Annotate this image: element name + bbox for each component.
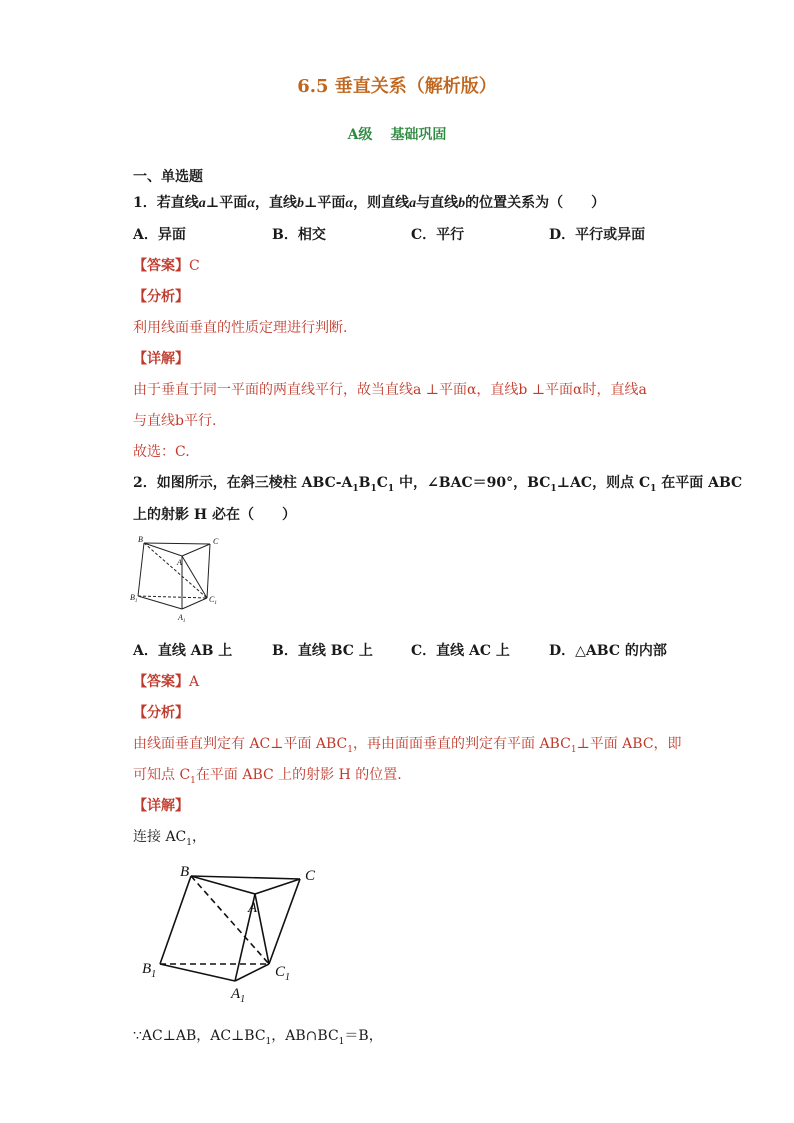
q1-option-c: C．平行: [411, 227, 465, 243]
prism-figure-large: [138, 856, 328, 1006]
svg-text:B1: $B_1$: [130, 593, 138, 604]
q2-option-a: A．直线 AB 上: [133, 643, 233, 659]
q1-detail-line2: 与直线b平行.: [133, 413, 217, 429]
q1-choose: 故选：C.: [133, 444, 190, 460]
level-heading: [0, 124, 794, 144]
q2-analysis-line1: 由线面垂直判定有 AC⊥平面 $ABC_1$，再由面面垂直的判定有平面 $ABC_1\perp$平面 ABC，即: [133, 736, 682, 755]
q2-answer: 【答案】A: [133, 674, 200, 690]
q1-option-d: D．平行或异面: [549, 227, 646, 243]
q2-proof-line: ∵AC⊥AB，$AC\perp BC_1$，$AB\cap BC_1=B$，: [133, 1028, 383, 1047]
document-title: 6.5 垂直关系（解析版）: [297, 76, 497, 97]
q2-stem-line2: 上的射影 H 必在（ ）: [133, 507, 296, 523]
section-heading: 一、单选题: [133, 169, 203, 185]
svg-text:A1: $A_1$: [178, 613, 186, 624]
svg-text:B1: $B_1$: [142, 961, 157, 980]
q1-analysis-text: 利用线面垂直的性质定理进行判断.: [133, 320, 348, 336]
svg-text:A: A: [248, 900, 258, 916]
svg-text:C1: $C_1$: [209, 595, 217, 606]
q1-option-b: B．相交: [272, 227, 326, 243]
svg-text:C1: $C_1$: [275, 964, 291, 983]
q2-option-c: C．直线 AC 上: [411, 643, 510, 659]
q1-analysis-label: 【分析】: [133, 289, 189, 305]
svg-text:B: B: [138, 535, 143, 544]
q2-connect: 连接 $AC_1$，: [133, 829, 207, 848]
prism-figure-small: [130, 532, 230, 628]
q2-option-d: D．△ABC 的内部: [549, 643, 667, 659]
q1-stem: 1．若直线a⊥平面α，直线b⊥平面α，则直线a与直线b的位置关系为（ ）: [133, 195, 606, 211]
svg-text:B: B: [180, 864, 190, 880]
q1-detail-line1: 由于垂直于同一平面的两直线平行，故当直线a ⊥平面α，直线b ⊥平面α时，直线a: [133, 382, 647, 398]
q1-option-a: A．异面: [133, 227, 186, 243]
q2-analysis-line2: 可知点 $C_1$在平面 ABC 上的射影 H 的位置.: [133, 767, 402, 786]
q2-analysis-label: 【分析】: [133, 705, 189, 721]
q2-option-b: B．直线 BC 上: [272, 643, 373, 659]
svg-text:A: A: [177, 558, 182, 567]
level-grade: A级: [347, 127, 373, 143]
svg-text:A1: $A_1$: [231, 986, 246, 1005]
q2-detail-label: 【详解】: [133, 798, 189, 814]
q1-answer: 【答案】C: [133, 258, 200, 274]
q1-detail-label: 【详解】: [133, 351, 189, 367]
level-name: 基础巩固: [390, 127, 447, 143]
svg-text:C: C: [213, 537, 219, 546]
q2-stem-line1: 2．如图所示，在斜三棱柱 ABC-$A_1B_1C_1$ 中，∠BAC＝90°，$BC_1\perp AC$，则点 $C_1$ 在平面 ABC: [133, 475, 743, 494]
svg-text:C: C: [305, 868, 316, 884]
